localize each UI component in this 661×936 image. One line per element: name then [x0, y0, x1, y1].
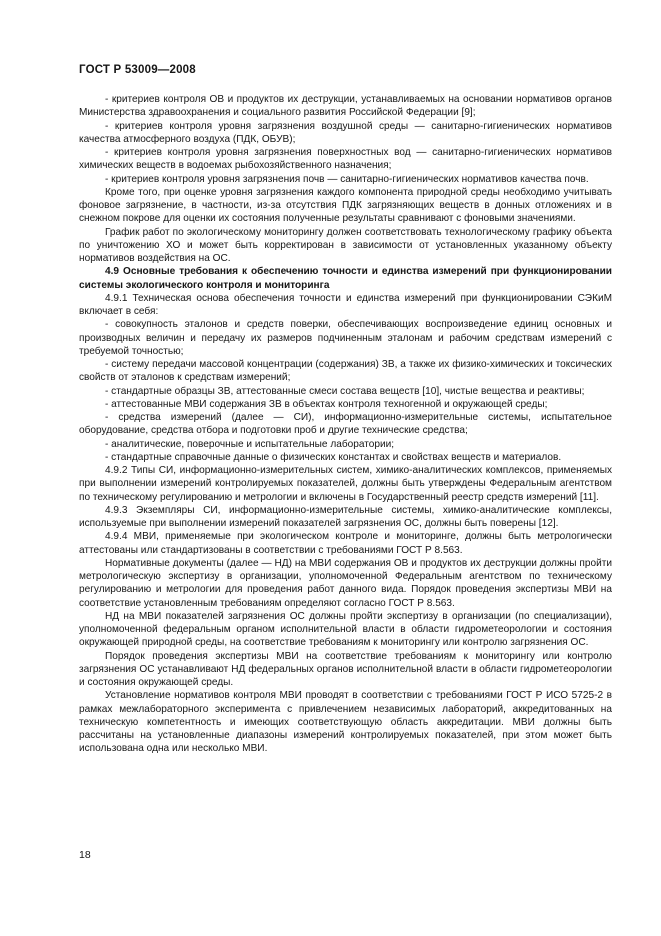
paragraph: 4.9.4 МВИ, применяемые при экологическом контроле и мониторинге, должны быть метрологически аттестованы или стандартизованы в соответствии с требованиями ГОСТ Р 8.563.	[79, 531, 612, 556]
paragraph: Порядок проведения экспертизы МВИ на соответствие требованиям к мониторингу или контролю загрязнения ОС устанавливают НД федеральных органов исполнительной власти в области гидрометеорологии и состояния окружающей среды.	[79, 650, 612, 688]
standard-header: ГОСТ Р 53009—2008	[79, 64, 196, 76]
paragraph: 4.9.3 Экземпляры СИ, информационно-измерительные системы, химико-аналитические комплексы, используемые при выполнении измерений показателей загрязнения ОС, должны быть поверены [12].	[79, 504, 612, 529]
paragraph: - стандартные справочные данные о физических константах и свойствах веществ и материалов.	[105, 451, 562, 463]
page-number: 18	[79, 849, 91, 861]
paragraph: 4.9.1 Техническая основа обеспечения точности и единства измерений при функционировании СЭКиМ включает в себя:	[79, 292, 612, 317]
paragraph: Нормативные документы (далее — НД) на МВИ содержания ОВ и продуктов их деструкции должны пройти метрологическую экспертизу в организации, уполномоченной Федеральным агентством по техническому регулированию и метрологии для проведения работ данного вида. Порядок проведения экспертизы МВИ на соответствие установленным требованиям определяют согласно ГОСТ Р 8.563.	[79, 557, 612, 609]
paragraph: Установление нормативов контроля МВИ проводят в соответствии с требованиями ГОСТ Р ИСО 5725-2 в рамках межлабораторного эксперимента с привлечением независимых лабораторий, аккредитованных на техническую компетентность и имеющих соответствующую область аккредитации. МВИ должны быть рассчитаны на установленные диапазоны измерений контролируемых показателей, при этом может быть использована одна или несколько МВИ.	[79, 690, 612, 755]
paragraph: - аналитические, поверочные и испытательные лаборатории;	[105, 438, 395, 450]
paragraph: - критериев контроля уровня загрязнения почв — санитарно-гигиенических нормативов качества почв.	[105, 173, 589, 185]
paragraph: - систему передачи массовой концентрации (содержания) ЗВ, а также их физико-химических и токсических свойств от эталонов к средствам измерений;	[79, 359, 612, 384]
paragraph: 4.9.2 Типы СИ, информационно-измерительных систем, химико-аналитических комплексов, применяемых при выполнении измерений контролируемых показателей, должны быть утверждены Федеральным агентством по техническому регулированию и метрологии и включены в Государственный реестр средств измерений [11].	[79, 465, 612, 503]
paragraph: - совокупность эталонов и средств поверки, обеспечивающих воспроизведение единиц основных и производных величин и передачу их размеров подчиненным эталонам и рабочим средствам измерений с требуемой точностью;	[79, 319, 612, 357]
paragraph: - критериев контроля уровня загрязнения поверхностных вод — санитарно-гигиенических нормативов химических веществ в водоемах рыбохозяйственного назначения;	[79, 147, 612, 172]
section-heading: 4.9 Основные требования к обеспечению точности и единства измерений при функционировании системы экологического контроля и мониторинга	[79, 266, 612, 291]
paragraph: - критериев контроля ОВ и продуктов их деструкции, устанавливаемых на основании нормативов органов Министерства здравоохранения и социального развития Российской Федерации [9];	[79, 94, 612, 119]
paragraph: - стандартные образцы ЗВ, аттестованные смеси состава веществ [10], чистые вещества и реактивы;	[105, 385, 585, 397]
paragraph: Кроме того, при оценке уровня загрязнения каждого компонента природной среды необходимо учитывать фоновое загрязнение, в частности, из-за отсутствия ПДК загрязняющих веществ в донных отложениях и в снежном покрове для оценки их состояния полученные результаты сравнивают с фоновыми значениями.	[79, 186, 612, 225]
paragraph: График работ по экологическому мониторингу должен соответствовать технологическому графику объекта по уничтожению ХО и может быть корректирован в зависимости от установленных указанному объекту нормативов воздействия на ОС.	[79, 226, 612, 264]
paragraph: - аттестованные МВИ содержания ЗВ в объектах контроля техногенной и окружающей среды;	[105, 398, 548, 410]
paragraph: - критериев контроля уровня загрязнения воздушной среды — санитарно-гигиенических нормативов качества атмосферного воздуха (ПДК, ОБУВ);	[79, 120, 612, 145]
paragraph: НД на МВИ показателей загрязнения ОС должны пройти экспертизу в организации (по специализации), уполномоченной федеральным органом исполнительной власти в области гидрометеорологии и состояния окружающей природной среды, на соответствие требованиям к мониторингу или контролю загрязнения ОС.	[79, 610, 612, 649]
paragraph: - средства измерений (далее — СИ), информационно-измерительные системы, испытательное оборудование, средства отбора и подготовки проб и другие технические средства;	[79, 412, 612, 437]
body-text	[79, 93, 612, 756]
